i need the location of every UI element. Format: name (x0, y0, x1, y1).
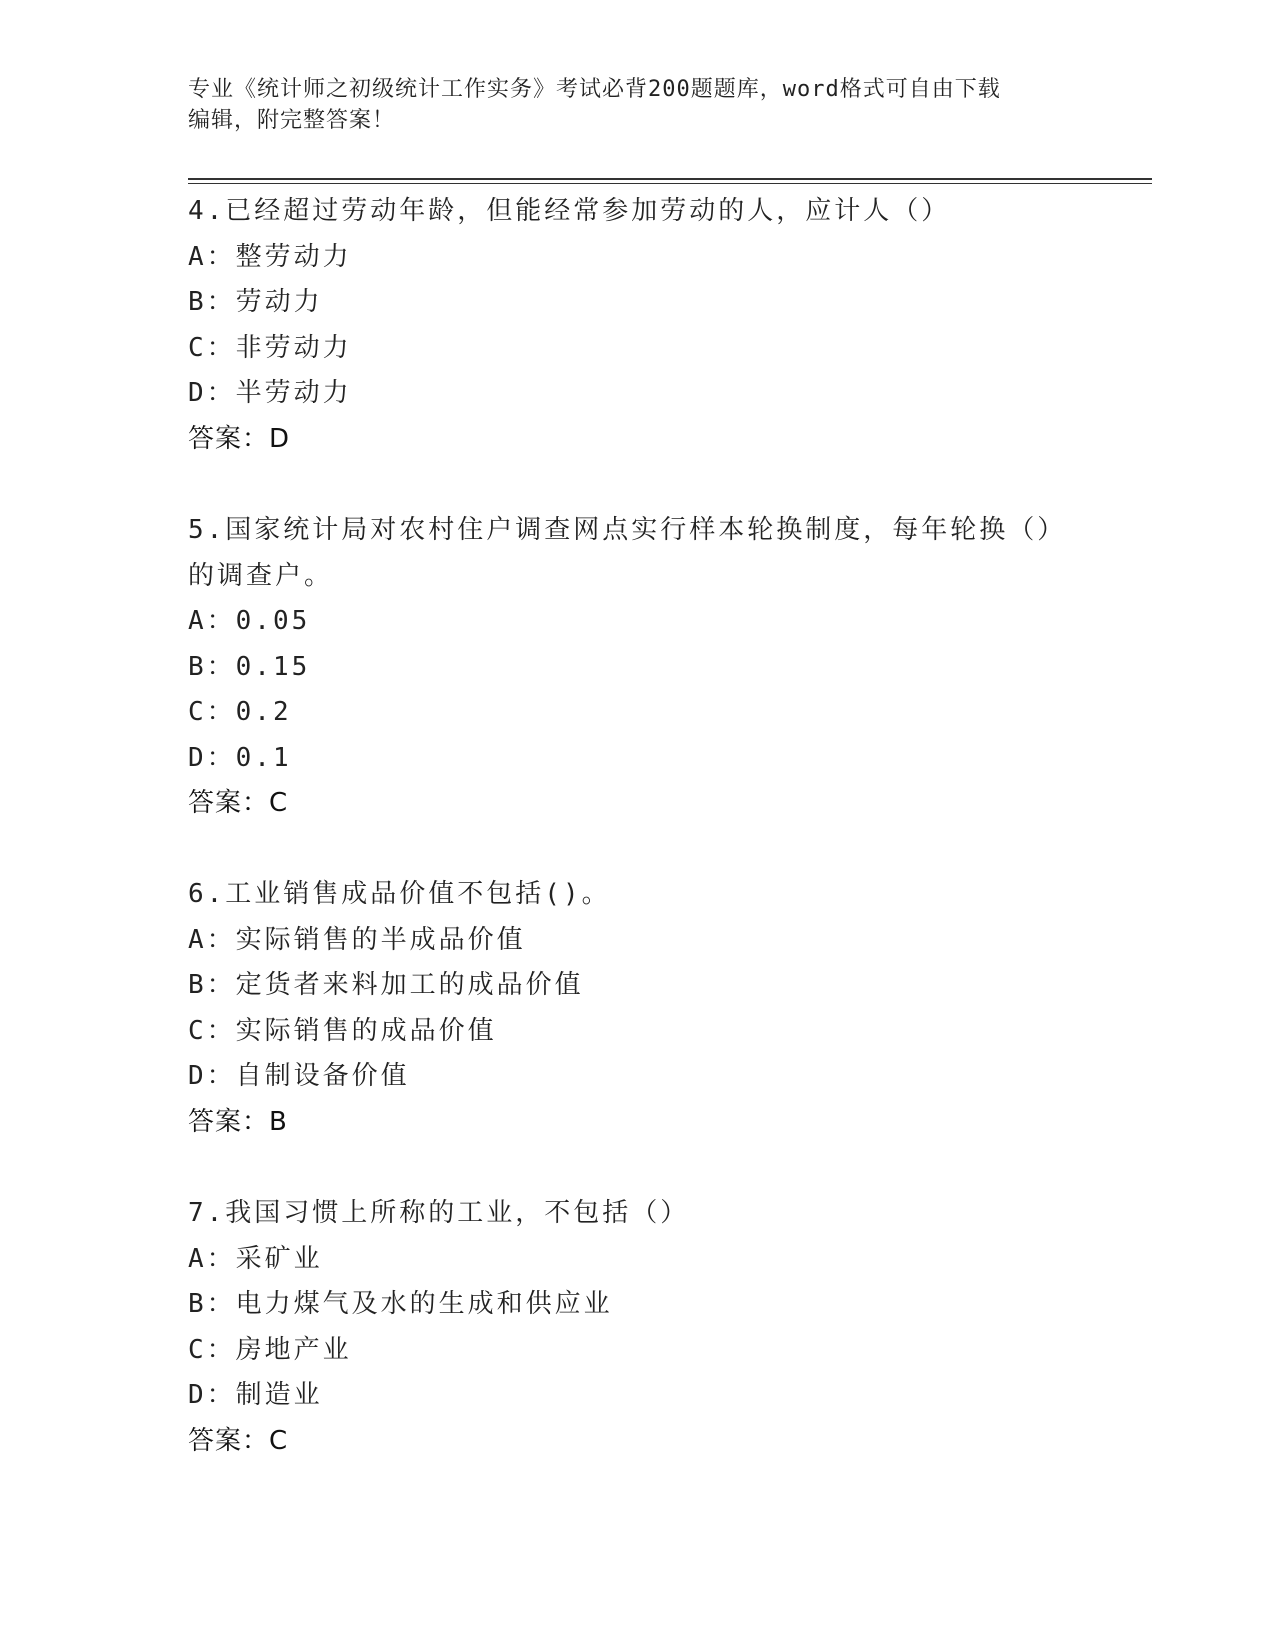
answer-label: 答案：C (188, 1425, 289, 1456)
option-d: D：0.1 (188, 742, 292, 773)
question-stem: 7.我国习惯上所称的工业，不包括（） (188, 1198, 690, 1228)
option-b: B：定货者来料加工的成品价值 (188, 970, 584, 1000)
question-5 (188, 508, 1128, 827)
option-a: A：采矿业 (188, 1243, 323, 1274)
question-7 (188, 1191, 1128, 1464)
option-c: C：非劳动力 (188, 332, 352, 363)
option-c: C：房地产业 (188, 1334, 352, 1365)
option-b: B：0.15 (188, 651, 311, 682)
option-d: D：自制设备价值 (188, 1061, 410, 1091)
option-a: A：整劳动力 (188, 241, 352, 272)
question-4 (188, 189, 1128, 462)
header-divider-thin (188, 183, 1152, 184)
option-a: A：实际销售的半成品价值 (188, 924, 526, 955)
option-a: A：0.05 (188, 606, 311, 636)
option-c: C：实际销售的成品价值 (188, 1015, 497, 1046)
header-title-line-1: 专业《统计师之初级统计工作实务》考试必背200题题库，word格式可自由下载 (188, 77, 1001, 102)
answer-label: 答案：D (188, 423, 291, 454)
question-stem: 4.已经超过劳动年龄，但能经常参加劳动的人，应计人（） (188, 196, 951, 226)
option-b: B：电力煤气及水的生成和供应业 (188, 1289, 613, 1319)
question-stem-line-1: 5.国家统计局对农村住户调查网点实行样本轮换制度，每年轮换（） (188, 515, 1067, 545)
document-header (188, 74, 1088, 136)
option-c: C：0.2 (188, 697, 292, 727)
option-d: D：制造业 (188, 1380, 323, 1410)
option-d: D：半劳动力 (188, 378, 352, 408)
header-divider-thick (188, 178, 1152, 180)
question-stem-line-2: 的调查户。 (188, 560, 334, 591)
question-6 (188, 872, 1128, 1145)
question-stem: 6.工业销售成品价值不包括()。 (188, 879, 611, 909)
answer-label: 答案：C (188, 788, 289, 818)
option-b: B：劳动力 (188, 287, 323, 317)
header-title-line-2: 编辑，附完整答案！ (188, 108, 396, 133)
answer-label: 答案：B (188, 1106, 288, 1137)
